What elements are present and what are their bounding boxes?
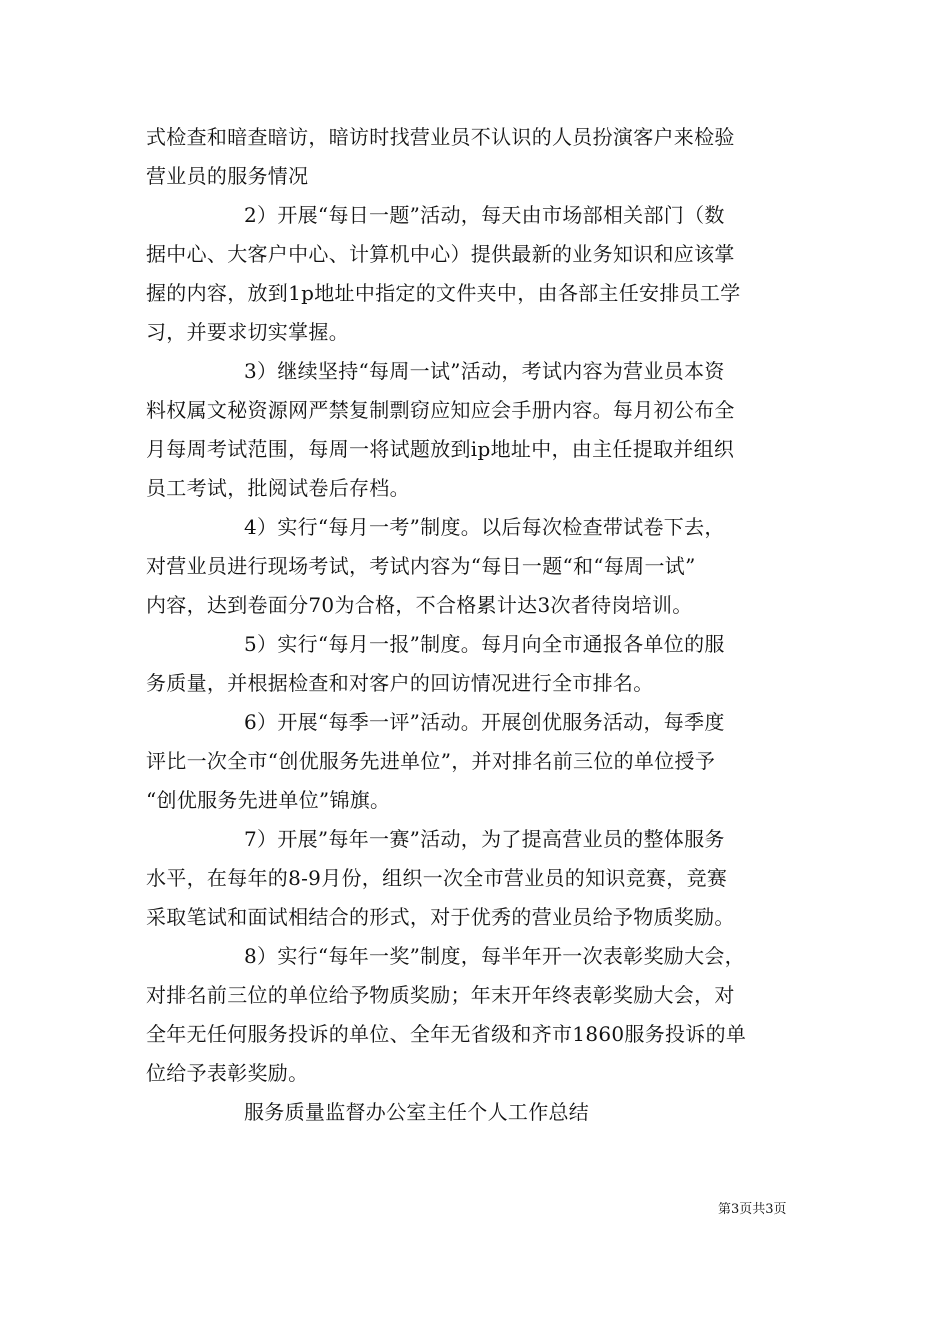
body-line: “创优服务先进单位”锦旗。	[146, 788, 391, 812]
closing-title: 服务质量监督办公室主任个人工作总结	[244, 1100, 590, 1124]
body-line: 营业员的服务情况	[146, 164, 309, 188]
body-line: 据中心、大客户中心、计算机中心）提供最新的业务知识和应该掌	[146, 242, 735, 266]
body-line: 全年无任何服务投诉的单位、全年无省级和齐市1860服务投诉的单	[146, 1022, 747, 1046]
body-line: 对排名前三位的单位给予物质奖励；年末开年终表彰奖励大会，对	[146, 983, 735, 1007]
body-line: 评比一次全市“创优服务先进单位”，并对排名前三位的单位授予	[146, 749, 716, 773]
page-number-footer: 第3页共3页	[718, 1202, 787, 1217]
body-line: 内容，达到卷面分70为合格，不合格累计达3次者待岗培训。	[146, 593, 693, 617]
item-2-line: 2）开展“每日一题”活动，每天由市场部相关部门（数	[244, 203, 725, 227]
document-body	[146, 118, 816, 1132]
body-line: 采取笔试和面试相结合的形式，对于优秀的营业员给予物质奖励。	[146, 905, 735, 929]
item-5-line: 5）实行“每月一报”制度。每月向全市通报各单位的服	[244, 632, 725, 656]
item-7-line: 7）开展”每年一赛”活动，为了提高营业员的整体服务	[244, 827, 725, 851]
body-line: 月每周考试范围，每周一将试题放到ip地址中，由主任提取并组织	[146, 437, 735, 461]
body-line: 位给予表彰奖励。	[146, 1061, 309, 1085]
body-line: 握的内容，放到1p地址中指定的文件夹中，由各部主任安排员工学	[146, 281, 741, 305]
item-6-line: 6）开展“每季一评”活动。开展创优服务活动，每季度	[244, 710, 725, 734]
body-line: 务质量，并根据检查和对客户的回访情况进行全市排名。	[146, 671, 654, 695]
item-4-line: 4）实行“每月一考”制度。以后每次检查带试卷下去，	[244, 515, 725, 539]
body-line: 员工考试，批阅试卷后存档。	[146, 476, 410, 500]
item-3-line: 3）继续坚持“每周一试”活动，考试内容为营业员本资	[244, 359, 725, 383]
body-line: 料权属文秘资源网严禁复制剽窃应知应会手册内容。每月初公布全	[146, 398, 735, 422]
body-line: 习，并要求切实掌握。	[146, 320, 349, 344]
body-line: 式检查和暗查暗访，暗访时找营业员不认识的人员扮演客户来检验	[146, 125, 735, 149]
item-8-line: 8）实行“每年一奖”制度，每半年开一次表彰奖励大会，	[244, 944, 745, 968]
body-line: 水平，在每年的8-9月份，组织一次全市营业员的知识竞赛，竞赛	[146, 866, 728, 890]
body-line: 对营业员进行现场考试，考试内容为“每日一题“和“每周一试”	[146, 554, 696, 578]
